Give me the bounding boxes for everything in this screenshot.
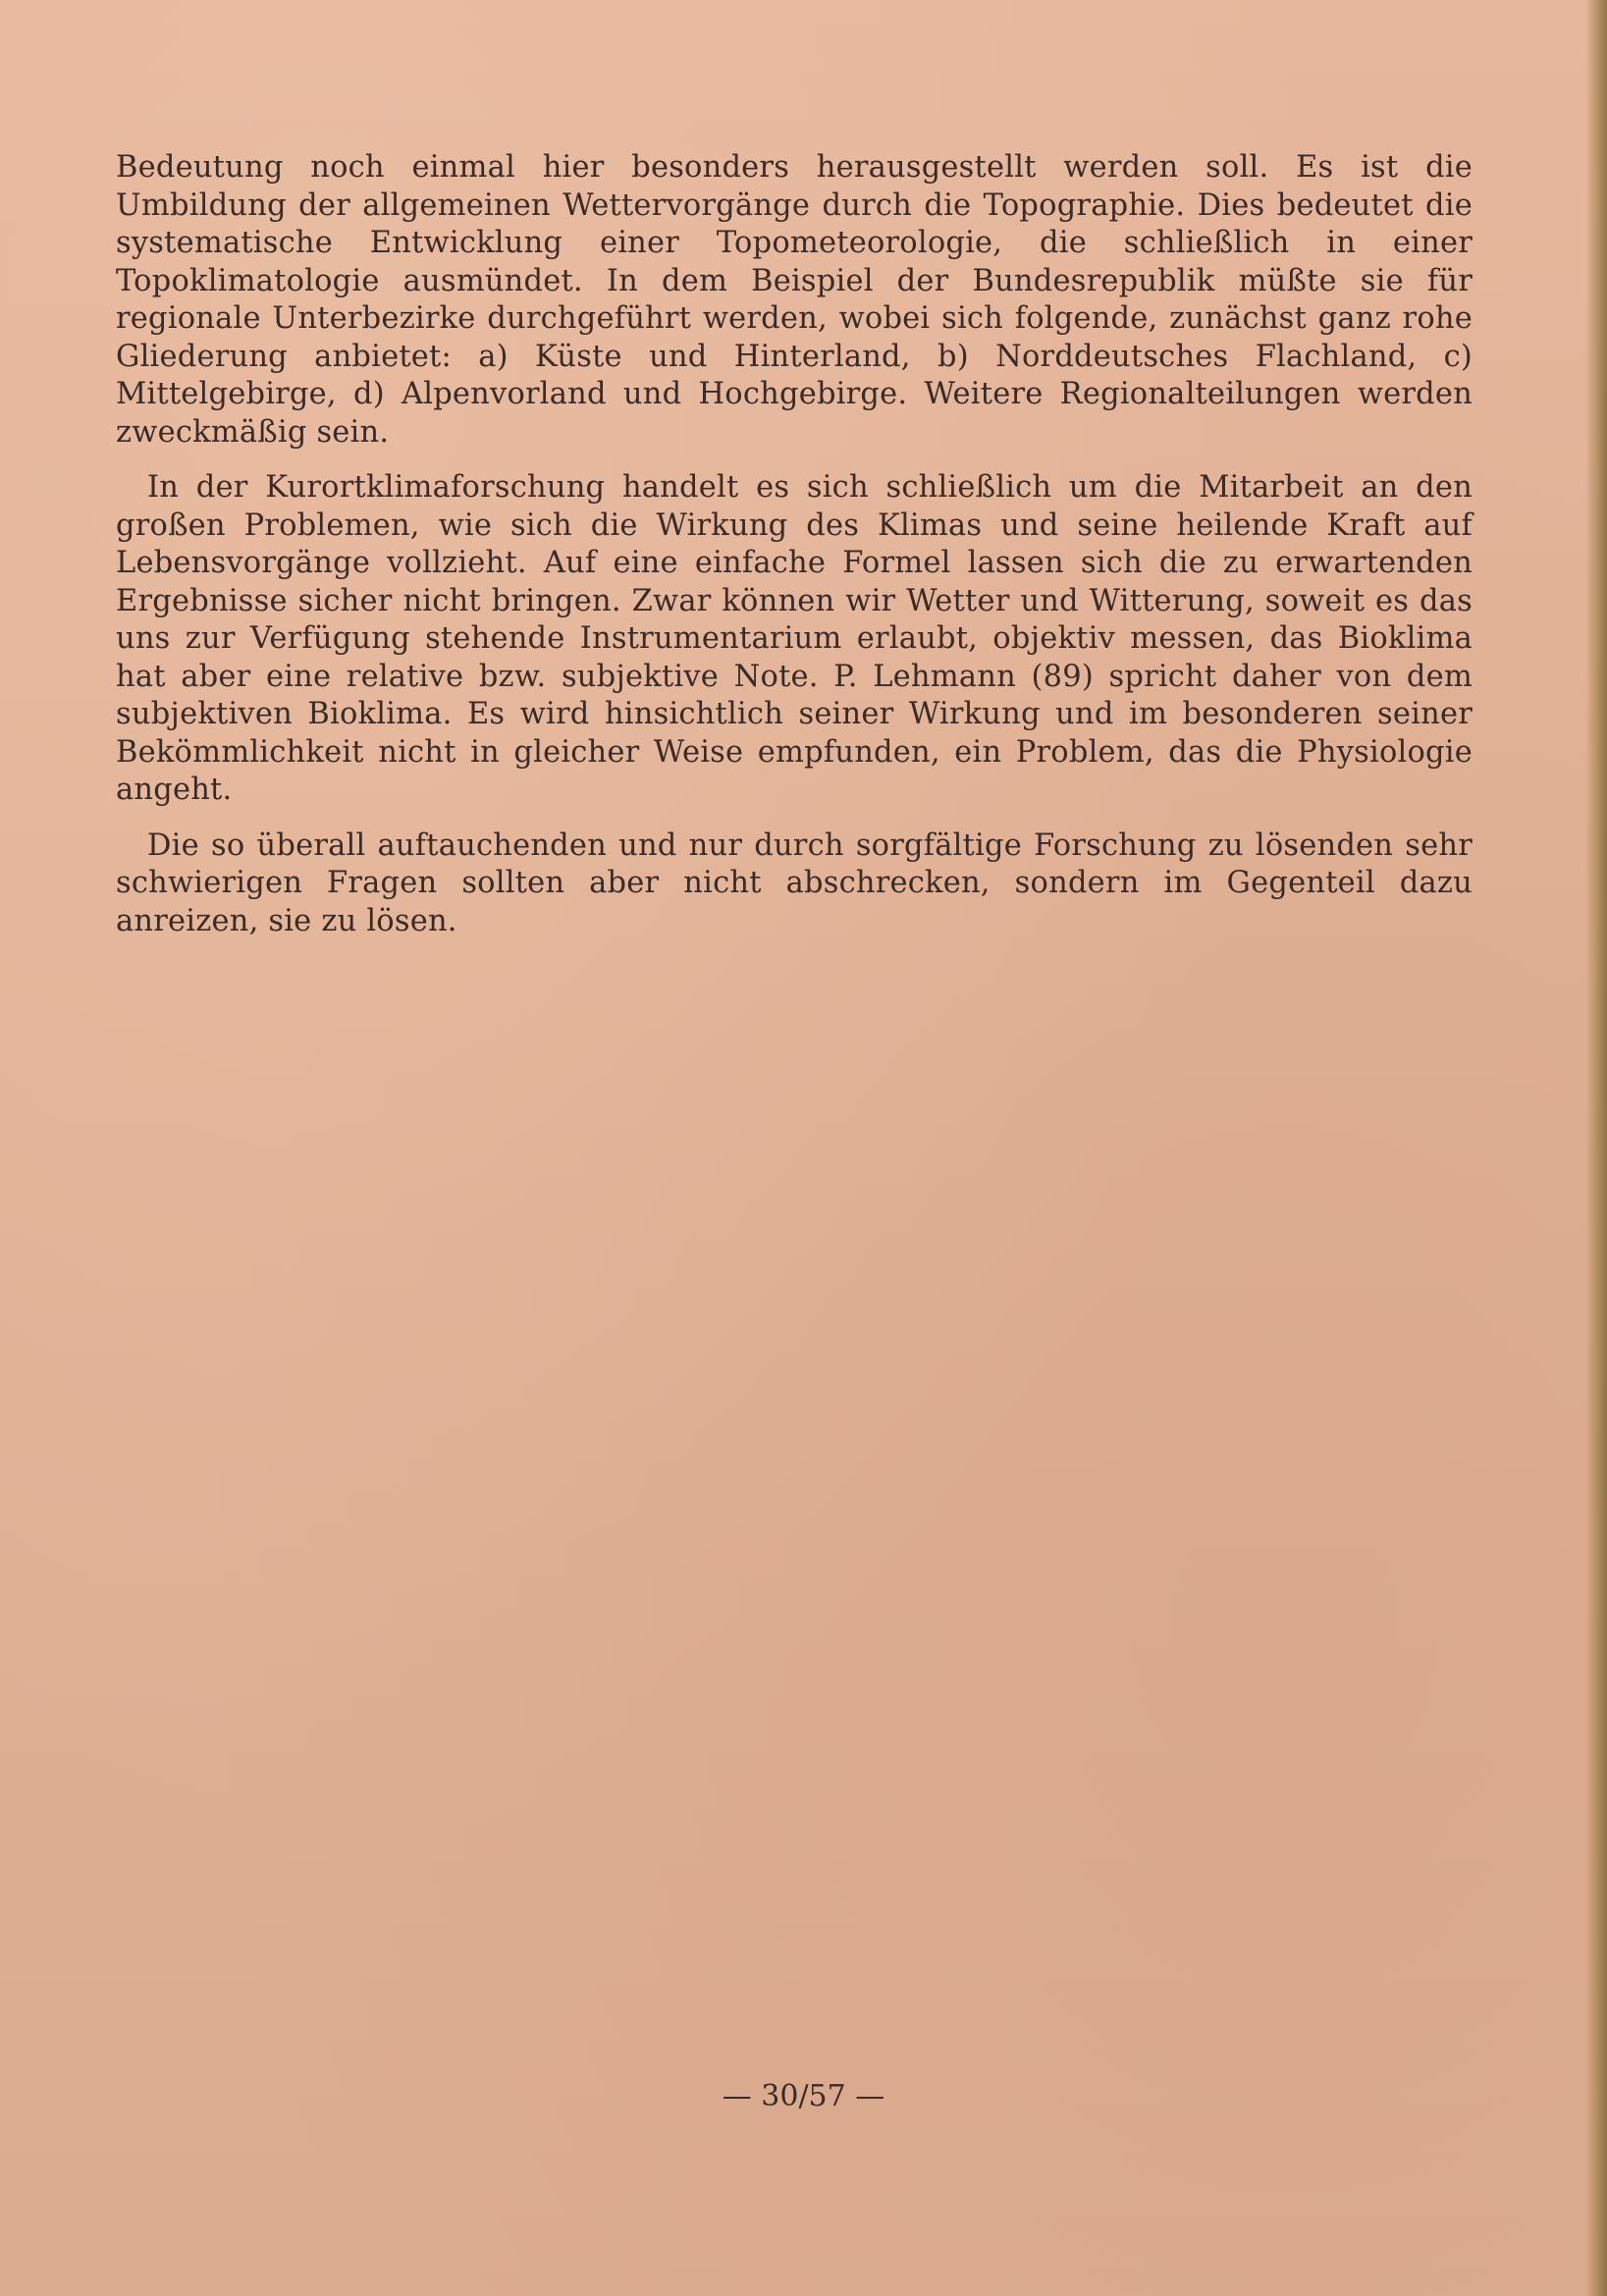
- paragraph-1: Bedeutung noch einmal hier besonders herausgestellt werden soll. Es ist die Umbildung der allgemeinen Wettervorgänge durch die Topographie. Dies bedeutet die systematische Entwicklung einer Topometeorologie, die schließlich in einer Topoklimatologie ausmündet. In dem Beispiel der Bundesrepublik müßte sie für regionale Unterbezirke durchgeführt werden, wobei sich folgende, zunächst ganz rohe Gliederung anbietet: a) Küste und Hinterland, b) Norddeutsches Flachland, c) Mittelgebirge, d) Alpenvorland und Hochgebirge. Weitere Regionalteilungen werden zweckmäßig sein.: [116, 150, 1473, 450]
- body-text: [116, 149, 1473, 940]
- page-number: — 30/57 —: [722, 2079, 885, 2113]
- page-edge-shadow: [1585, 0, 1607, 2296]
- paragraph-3: Die so überall auftauchenden und nur durch sorgfältige Forschung zu lösenden sehr schwierigen Fragen sollten aber nicht abschrecken, sondern im Gegenteil dazu anreizen, sie zu lösen.: [116, 828, 1473, 938]
- paragraph-2: In der Kurortklimaforschung handelt es sich schließlich um die Mitarbeit an den großen Problemen, wie sich die Wirkung des Klimas und seine heilende Kraft auf Lebensvorgänge vollzieht. Auf eine einfache Formel lassen sich die zu erwartenden Ergebnisse sicher nicht bringen. Zwar können wir Wetter und Witterung, soweit es das uns zur Verfügung stehende Instrumentarium erlaubt, objektiv messen, das Bioklima hat aber eine relative bzw. subjektive Note. P. Lehmann (89) spricht daher von dem subjektiven Bioklima. Es wird hinsichtlich seiner Wirkung und im besonderen seiner Bekömmlichkeit nicht in gleicher Weise empfunden, ein Problem, das die Physiologie angeht.: [116, 470, 1473, 807]
